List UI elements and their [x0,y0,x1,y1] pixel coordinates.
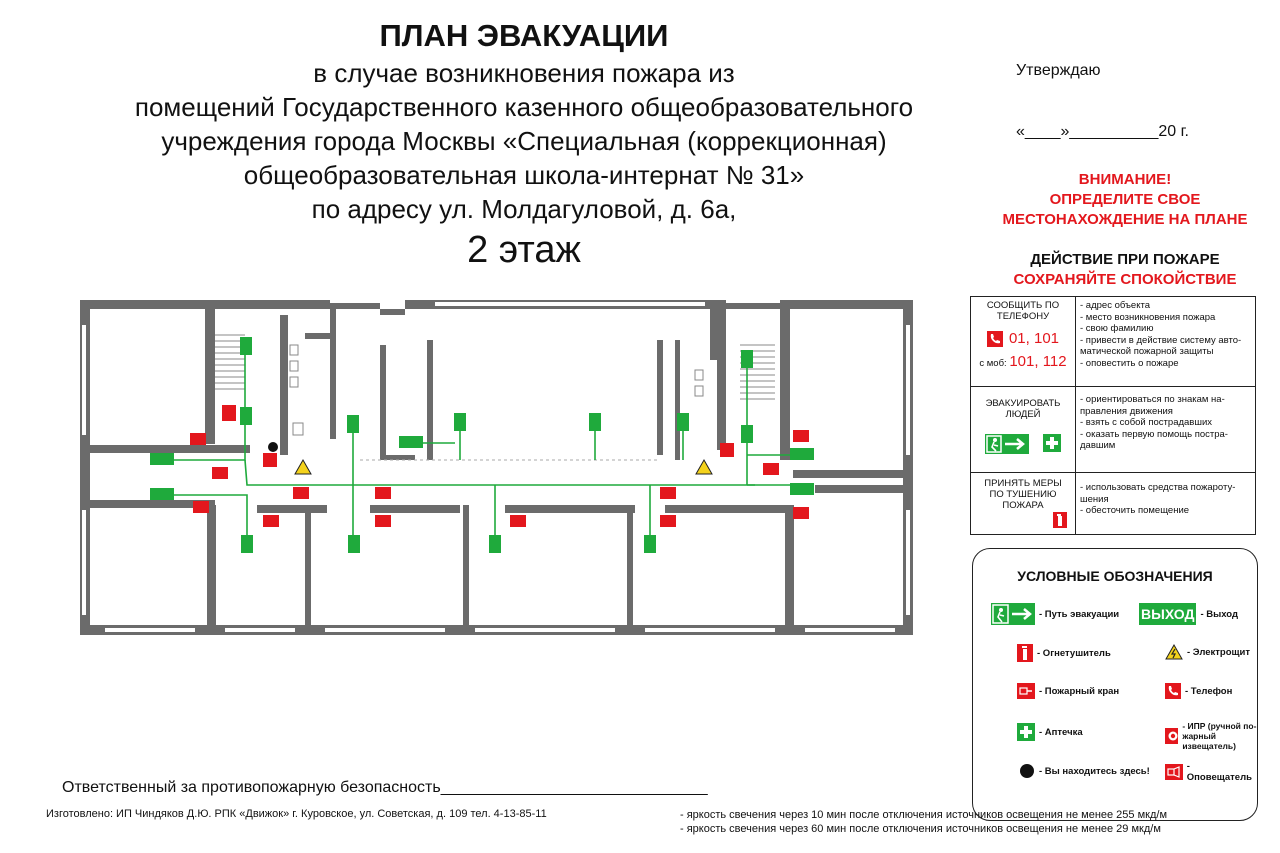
legend-here [1019,763,1150,779]
floor-plan [75,295,920,640]
evacuation-sign-icon [741,425,753,443]
legend-label: - Аптечка [1039,726,1083,738]
legend-path [991,603,1119,625]
stairs [215,335,775,399]
actions-title: ДЕЙСТВИЕ ПРИ ПОЖАРЕ [1030,251,1220,268]
evacuation-path-icon [991,603,1035,625]
plan-title: ПЛАН ЭВАКУАЦИИ [379,18,669,53]
actions-row-label [971,297,1076,387]
actions-row-label [971,387,1076,473]
subtitle-line: в случае возникновения пожара из [313,58,735,88]
evacuate-label: ЭВАКУИРОВАТЬ ЛЮДЕЙ [985,398,1061,420]
action-item: - оказать первую помощь постра- [1080,428,1228,440]
phone-icon [987,331,1003,347]
subtitle-line: по адресу ул. Молдагуловой, д. 6а, [311,194,737,224]
actions-row-extinguish [971,473,1256,535]
exit-sign-icon: ВЫХОД [1139,603,1196,625]
alarm-sounder-icon [193,501,209,513]
evacuation-sign-icon [589,413,601,431]
evacuation-sign-icon [241,535,253,553]
legend-title: УСЛОВНЫЕ ОБОЗНАЧЕНИЯ [1017,568,1213,584]
alarm-sounder-icon [263,515,279,527]
fire-hydrant-icon [190,433,206,445]
legend [972,548,1258,821]
actions-row-items [1076,473,1256,535]
action-item: - использовать средства пожароту- [1080,482,1236,493]
legend-label-line: - ИПР (ручной по- [1182,721,1257,731]
evacuation-sign-icon [150,488,174,500]
alarm-sounder-icon [793,507,809,519]
manual-call-point-icon [1165,728,1178,744]
action-item: правления движения [1080,405,1173,417]
evacuation-sign-icon [741,350,753,368]
actions-row-evacuate [971,387,1256,473]
legend-firstaid [1017,723,1083,741]
legend-label [1182,721,1257,751]
legend-panel [1165,644,1250,660]
actions-row-label [971,473,1076,535]
floor-label: 2 этаж [467,229,581,271]
evacuation-sign-icon [240,337,252,355]
actions-subtitle: СОХРАНЯЙТЕ СПОКОЙСТВИЕ [1013,271,1237,288]
electrical-panel-icon [1165,644,1183,660]
manual-call-point-icon [720,443,734,457]
brightness-note: - яркость свечения через 10 мин после отключения источников освещения не менее 255 мкд/м [680,809,1168,821]
phone-line [975,330,1071,347]
you-are-here-icon [1019,763,1035,779]
legend-label: - Электрощит [1187,646,1251,658]
approval-label: Утверждаю [1016,62,1101,79]
legend-label: - Путь эвакуации [1039,608,1120,620]
legend-label: - Телефон [1185,685,1233,697]
evacuation-sign-icon [399,436,423,448]
action-item: давшим [1080,440,1116,451]
evacuation-exit-icon [985,434,1029,454]
attention-line: ВНИМАНИЕ! [1078,171,1172,188]
legend-label: - Огнетушитель [1037,647,1111,659]
fire-hydrant-icon [212,467,228,479]
evacuation-sign-icon [150,453,174,465]
manufacturer-line: Изготовлено: ИП Чиндяков Д.Ю. РПК «Движок» г. Куровское, ул. Советская, д. 109 тел. 4-13-85-11 [46,808,547,820]
attention-line: МЕСТОНАХОЖДЕНИЕ НА ПЛАНЕ [1002,211,1248,228]
subtitle-line: общеобразовательная школа-интернат № 31» [243,160,805,190]
alarm-sounder-icon [1165,764,1183,780]
fire-hydrant-icon [660,487,676,499]
subtitle-line: помещений Государственного казенного общеобразовательного [134,92,914,122]
approval-date-line: «____»__________20 г. [1016,123,1189,140]
electrical-panel-icon [295,460,311,474]
evacuate-icons [975,434,1071,454]
fire-hydrant-icon [375,487,391,499]
legend-alarm [1165,761,1257,783]
extinguisher-icon [1017,644,1033,662]
evacuation-sign-icon [790,483,814,495]
actions-row-items [1076,297,1256,387]
plan-subtitle [0,56,1048,226]
legend-label: - Пожарный кран [1039,685,1120,697]
evacuation-sign-icon [348,535,360,553]
action-item: - оповестить о пожаре [1080,357,1179,369]
actions-row-report [971,297,1256,387]
legend-ipr [1165,721,1257,751]
action-item: - место возникновения пожара [1080,311,1216,323]
evacuation-sign-icon [644,535,656,553]
mobile-label: с моб: [979,358,1007,369]
actions-row-items [1076,387,1256,473]
mobile-number: 101, 112 [1009,353,1067,370]
legend-label: - Оповещатель [1186,761,1252,783]
evacuation-sign-icon [347,415,359,433]
you-are-here-icon [268,442,278,452]
first-aid-icon [1017,723,1035,741]
extinguisher-icon [222,405,236,421]
walls [80,300,913,635]
brightness-note: - яркость свечения через 60 мин после отключения источников освещения не менее 29 мкд/м [680,823,1161,835]
action-item: - взять с собой пострадавших [1080,417,1213,428]
fire-hydrant-icon [1017,683,1035,699]
fire-hydrant-icon [763,463,779,475]
fire-hydrant-icon [293,487,309,499]
legend-exit [1139,603,1238,625]
legend-label: - Выход [1200,608,1239,620]
evacuation-sign-icon [677,413,689,431]
report-label: СООБЩИТЬ ПО ТЕЛЕФОНУ [986,300,1060,322]
action-item: - свою фамилию [1080,323,1154,334]
actions-heading [985,250,1265,290]
alarm-sounder-icon [793,430,809,442]
alarm-sounder-icon [375,515,391,527]
subtitle-line: учреждения города Москвы «Специальная (коррекционная) [161,126,887,156]
legend-hydrant [1017,683,1119,699]
action-item: шения [1080,493,1109,505]
action-item: - обесточить помещение [1080,505,1190,516]
legend-extinguisher [1017,644,1111,662]
extinguisher-icon [1053,512,1067,528]
attention-line: ОПРЕДЕЛИТЕ СВОЕ [1049,191,1201,208]
legend-label-line: жарный извещатель) [1182,731,1236,751]
brightness-notes [680,808,1167,836]
extinguish-label: ПРИНЯТЬ МЕРЫ ПО ТУШЕНИЮ ПОЖАРА [984,478,1062,511]
phone-number: 01, 101 [1008,330,1060,347]
phone-icon [1165,683,1181,699]
evacuation-sign-icon [454,413,466,431]
evacuation-sign-icon [790,448,814,460]
alarm-sounder-icon [660,515,676,527]
legend-phone [1165,683,1232,699]
responsible-line: Ответственный за противопожарную безопасность______________________________ [62,779,708,796]
action-item: - ориентироваться по знакам на- [1080,394,1225,405]
attention-note [985,170,1265,230]
electrical-panel-icon [696,460,712,474]
action-item: - привести в действие систему авто- [1080,334,1242,346]
action-item: матической пожарной защиты [1080,346,1214,357]
alarm-sounder-icon [510,515,526,527]
first-aid-icon [1043,434,1061,452]
manual-call-point-icon [263,453,277,467]
action-item: - адрес объекта [1080,300,1151,311]
evacuation-sign-icon [240,407,252,425]
mobile-line [975,353,1071,370]
actions-table [970,296,1256,535]
evacuation-sign-icon [489,535,501,553]
legend-label: - Вы находитесь здесь! [1039,765,1150,777]
